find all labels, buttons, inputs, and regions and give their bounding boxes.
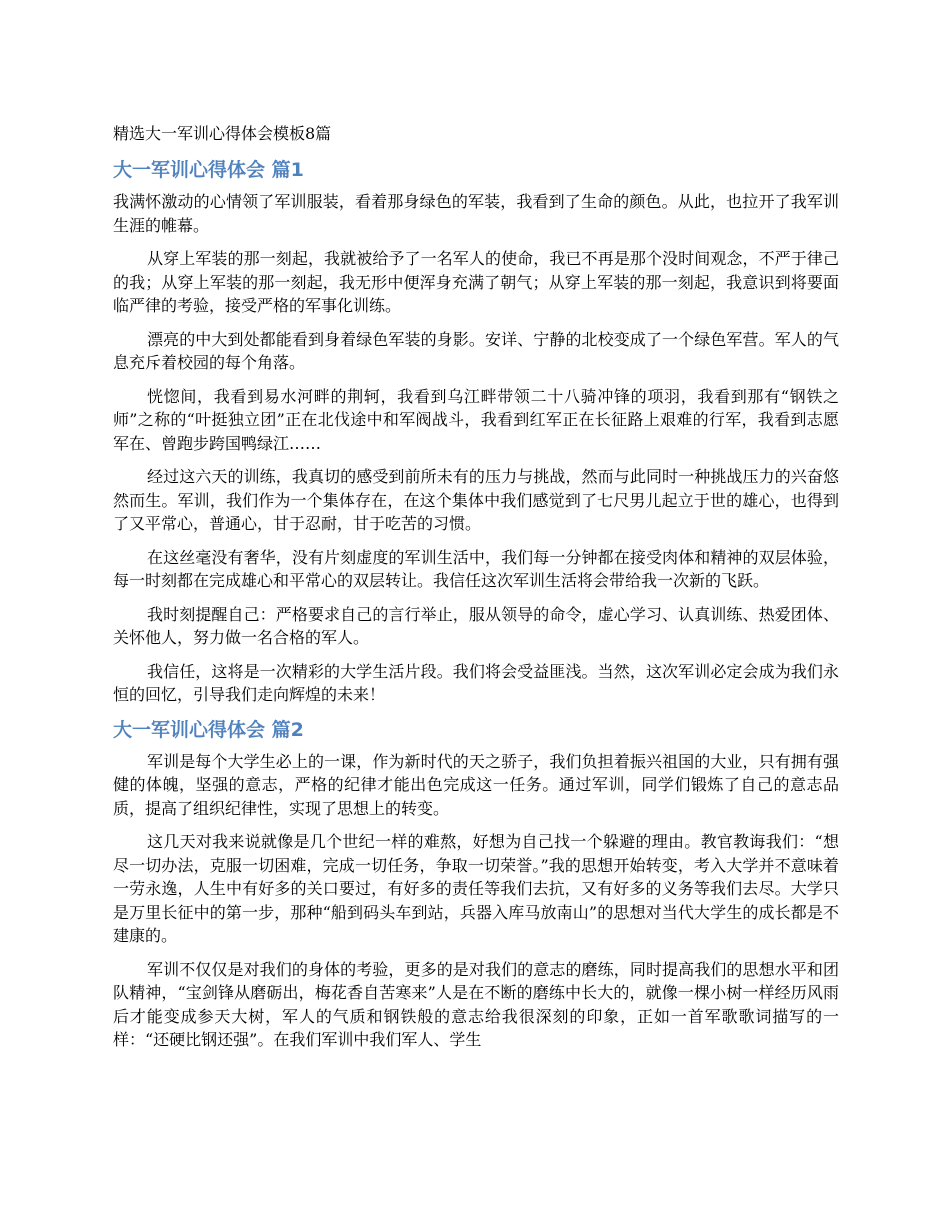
- paragraph: 我信任，这将是一次精彩的大学生活片段。我们将会受益匪浅。当然，这次军训必定会成为我们永恒的回忆，引导我们走向辉煌的未来！: [113, 661, 839, 704]
- paragraph: 恍惚间，我看到易水河畔的荆轲，我看到乌江畔带领二十八骑冲锋的项羽，我看到那有“钢铁之师”之称的“叶挺独立团”正在北伐途中和军阀战斗，我看到红军正在长征路上艰难的行军，我看到志愿军在、曾跑步跨国鸭绿江……: [113, 386, 839, 453]
- paragraph: 漂亮的中大到处都能看到身着绿色军装的身影。安详、宁静的北校变成了一个绿色军营。军人的气息充斥着校园的每个角落。: [113, 329, 839, 372]
- paragraph: 经过这六天的训练，我真切的感受到前所未有的压力与挑战，然而与此同时一种挑战压力的兴奋悠然而生。军训，我们作为一个集体存在，在这个集体中我们感觉到了七尺男儿起立于世的雄心，也得到了又平常心，普通心，甘于忍耐，甘于吃苦的习惯。: [113, 467, 839, 533]
- section-heading-1: 大一军训心得体会 篇1: [113, 159, 304, 181]
- paragraph: 军训不仅仅是对我们的身体的考验，更多的是对我们的意志的磨练，同时提高我们的思想水平和团队精神，“宝剑锋从磨砺出，梅花香自苦寒来”人是在不断的磨练中长大的，就像一棵小树一样经历风雨后才能变成参天大树，军人的气质和钢铁般的意志给我很深刻的印象，正如一首军歌歌词描写的一样：“还硬比钢还强”。在我们军训中我们军人、学生: [113, 959, 839, 1049]
- paragraph: 这几天对我来说就像是几个世纪一样的难熬，好想为自己找一个躲避的理由。教官教诲我们：“想尽一切办法，克服一切困难，完成一切任务，争取一切荣誉。”我的思想开始转变，考入大学并不意味着一劳永逸，人生中有好多的关口要过，有好多的责任等我们去抗，又有好多的义务等我们去尽。大学只是万里长征中的第一步，那种“船到码头车到站，兵器入库马放南山”的思想对当代大学生的成长都是不建康的。: [113, 832, 839, 945]
- document-page: [113, 121, 839, 1062]
- paragraph: 我满怀激动的心情领了军训服装，看着那身绿色的军装，我看到了生命的颜色。从此，也拉开了我军训生涯的帷幕。: [113, 192, 839, 235]
- paragraph: 军训是每个大学生必上的一课，作为新时代的天之骄子，我们负担着振兴祖国的大业，只有拥有强健的体魄，坚强的意志，严格的纪律才能出色完成这一任务。通过军训，同学们锻炼了自己的意志品质，提高了组织纪律性，实现了思想上的转变。: [113, 751, 839, 818]
- paragraph: 在这丝毫没有奢华，没有片刻虚度的军训生活中，我们每一分钟都在接受肉体和精神的双层体验，每一时刻都在完成雄心和平常心的双层转让。我信任这次军训生活将会带给我一次新的飞跃。: [113, 547, 839, 590]
- paragraph: 从穿上军装的那一刻起，我就被给予了一名军人的使命，我已不再是那个没时间观念，不严于律己的我；从穿上军装的那一刻起，我无形中便浑身充满了朝气；从穿上军装的那一刻起，我意识到将要面临严律的考验，接受严格的军事化训练。: [113, 249, 839, 315]
- section-heading-2: 大一军训心得体会 篇2: [113, 718, 304, 741]
- section-2: [113, 717, 839, 1052]
- document-title: 精选大一军训心得体会模板8篇: [113, 124, 332, 143]
- section-1: [113, 157, 839, 707]
- paragraph: 我时刻提醒自己：严格要求自己的言行举止，服从领导的命令，虚心学习、认真训练、热爱团体、关怀他人，努力做一名合格的军人。: [113, 604, 839, 647]
